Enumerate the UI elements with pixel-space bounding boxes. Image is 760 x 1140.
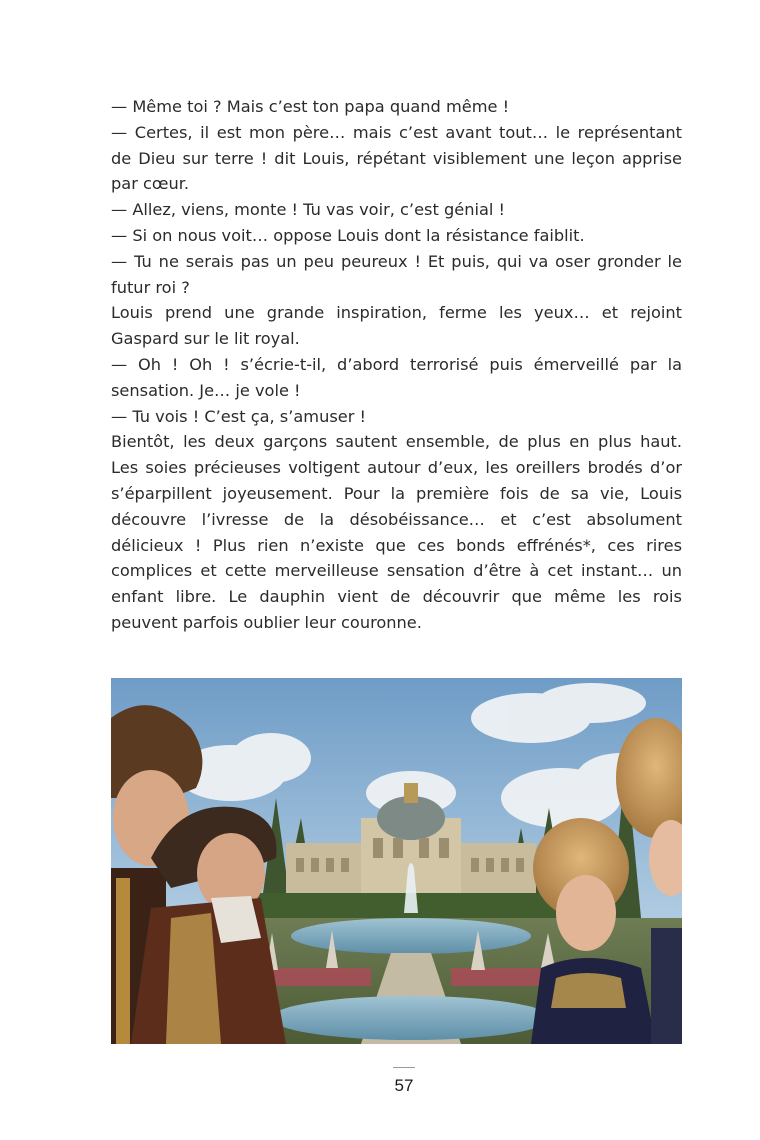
page-number: 57 [394, 1076, 414, 1095]
basin-lower [271, 996, 551, 1040]
text-line: complices et cette merveilleuse sensation d’être à cet instant… un [111, 561, 682, 581]
text-line: — Allez, viens, monte ! Tu vas voir, c’est génial ! [111, 200, 505, 220]
text-line: Louis prend une grande inspiration, ferme les yeux… et rejoint [111, 303, 682, 323]
text-line: sensation. Je… je vole ! [111, 380, 301, 400]
illustration-versailles-garden [111, 678, 682, 1044]
text-line: délicieux ! Plus rien n’existe que ces bonds effrénés*, ces rires [111, 535, 682, 555]
basin-upper [291, 918, 531, 954]
text-line: de Dieu sur terre ! dit Louis, répétant visiblement une leçon apprise [111, 148, 682, 168]
text-line: découvre l’ivresse de la désobéissance… et c’est absolument [111, 509, 682, 529]
text-line: — Si on nous voit… oppose Louis dont la résistance faiblit. [111, 225, 585, 245]
text-line: — Tu ne serais pas un peu peureux ! Et puis, qui va oser gronder le [111, 251, 682, 271]
story-text [111, 94, 682, 636]
text-line: peuvent parfois oublier leur couronne. [111, 612, 422, 632]
text-line: s’éparpillent joyeusement. Pour la première fois de sa vie, Louis [111, 483, 682, 503]
text-line: — Même toi ? Mais c’est ton papa quand même ! [111, 97, 510, 116]
text-line: — Tu vois ! C’est ça, s’amuser ! [111, 406, 367, 426]
text-line: Gaspard sur le lit royal. [111, 329, 300, 349]
illustration-svg [111, 678, 682, 1044]
text-line: Les soies précieuses voltigent autour d’eux, les oreillers brodés d’or [111, 458, 682, 478]
text-line: Bientôt, les deux garçons sautent ensemble, de plus en plus haut. [111, 432, 682, 452]
text-line: par cœur. [111, 174, 190, 194]
footer-rule [393, 1067, 415, 1068]
text-line: — Oh ! Oh ! s’écrie-t-il, d’abord terrorisé puis émerveillé par la [111, 354, 682, 374]
text-line: futur roi ? [111, 277, 190, 297]
text-line: — Certes, il est mon père… mais c’est avant tout… le représentant [111, 122, 682, 142]
text-line: enfant libre. Le dauphin vient de découvrir que même les rois [111, 587, 682, 607]
